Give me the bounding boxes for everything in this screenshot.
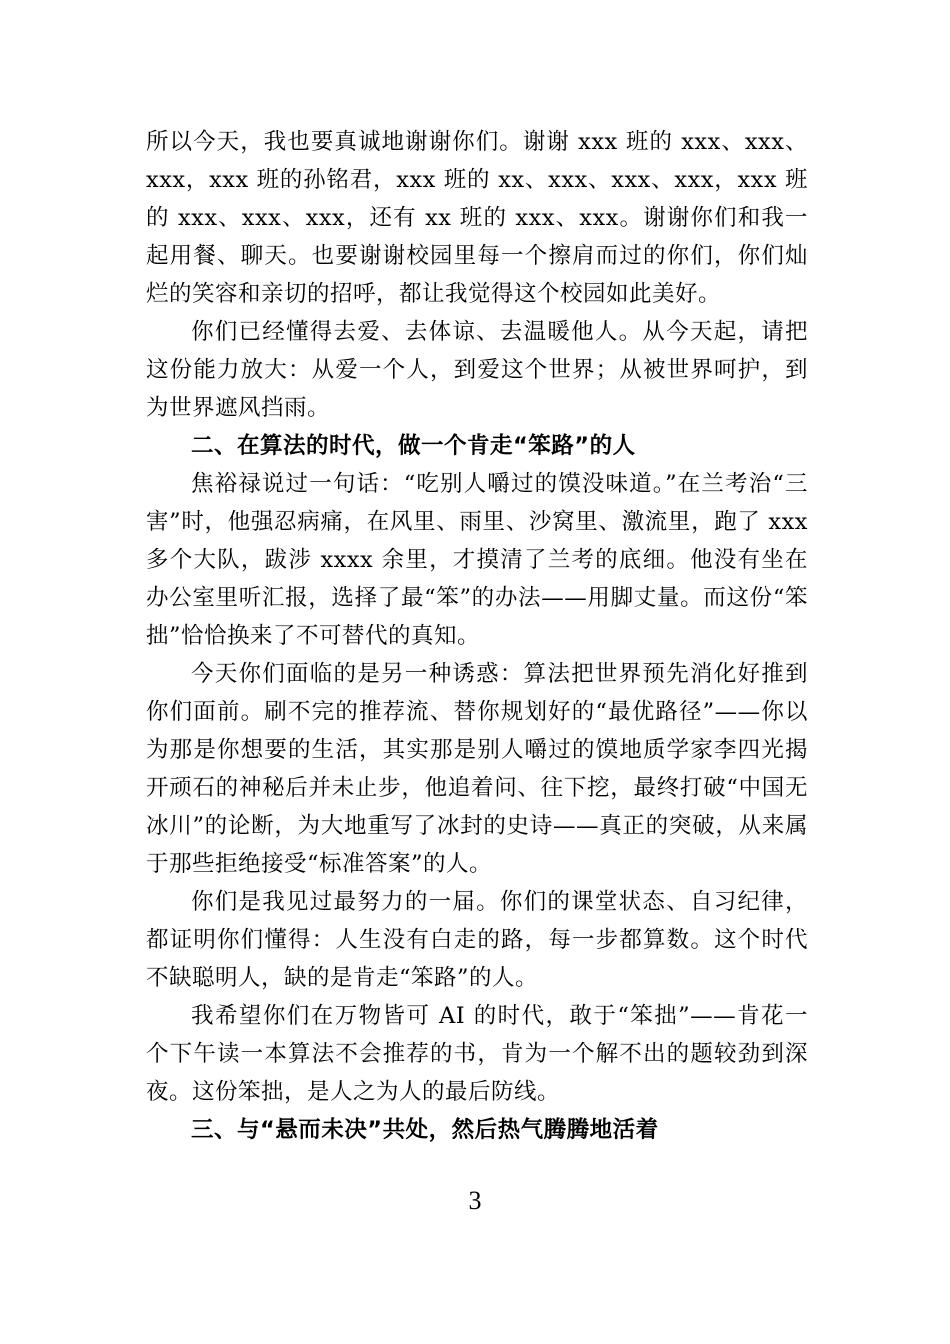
paragraph-jiao-yulu: 焦裕禄说过一句话：“吃别人嚼过的馍没味道。”在兰考治“三害”时，他强忍病痛，在风里、雨里、沙窝里、激流里，跑了 xxx 多个大队，跋涉 xxxx 余里，才摸清了兰考的底细。他没有坐在办公室里听汇报，选择了最“笨”的办法——用脚丈量。而这份“笨拙”恰恰换来了不可替代的真知。 — [146, 471, 808, 649]
page-number: 3 — [468, 1186, 482, 1215]
section-heading-three: 三、与“悬而未决”共处，然后热气腾腾地活着 — [191, 1117, 659, 1143]
paragraph-love-world: 你们已经懂得去爱、去体谅、去温暖他人。从今天起，请把这份能力放大：从爱一个人，到爱这个世界；从被世界呵护，到为世界遮风挡雨。 — [146, 319, 808, 421]
paragraph-clumsy: 我希望你们在万物皆可 AI 的时代，敢于“笨拙”——肯花一个下午读一本算法不会推荐的书，肯为一个解不出的题较劲到深夜。这份笨拙，是人之为人的最后防线。 — [146, 1003, 808, 1105]
paragraph-algorithm: 今天你们面临的是另一种诱惑：算法把世界预先消化好推到你们面前。刷不完的推荐流、替你规划好的“最优路径”——你以为那是你想要的生活，其实那是别人嚼过的馍地质学家李四光揭开顽石的神秘后并未止步，他追着问、往下挖，最终打破“中国无冰川”的论断，为大地重写了冰封的史诗——真正的突破，从来属于那些拒绝接受“标准答案”的人。 — [146, 661, 808, 877]
document-body — [146, 123, 808, 1149]
paragraph-hardest-working: 你们是我见过最努力的一届。你们的课堂状态、自习纪律，都证明你们懂得：人生没有白走的路，每一步都算数。这个时代不缺聪明人，缺的是肯走“笨路”的人。 — [146, 889, 808, 991]
section-heading-two: 二、在算法的时代，做一个肯走“笨路”的人 — [191, 433, 636, 459]
paragraph-thanks: 所以今天，我也要真诚地谢谢你们。谢谢 xxx 班的 xxx、xxx、xxx，xxx 班的孙铭君，xxx 班的 xx、xxx、xxx、xxx，xxx 班的 xxx、xxx、xxx，还有 xx 班的 xxx、xxx。谢谢你们和我一起用餐、聊天。也要谢谢校园里每一个擦肩而过的你们，你们灿烂的笑容和亲切的招呼，都让我觉得这个校园如此美好。 — [146, 129, 808, 307]
